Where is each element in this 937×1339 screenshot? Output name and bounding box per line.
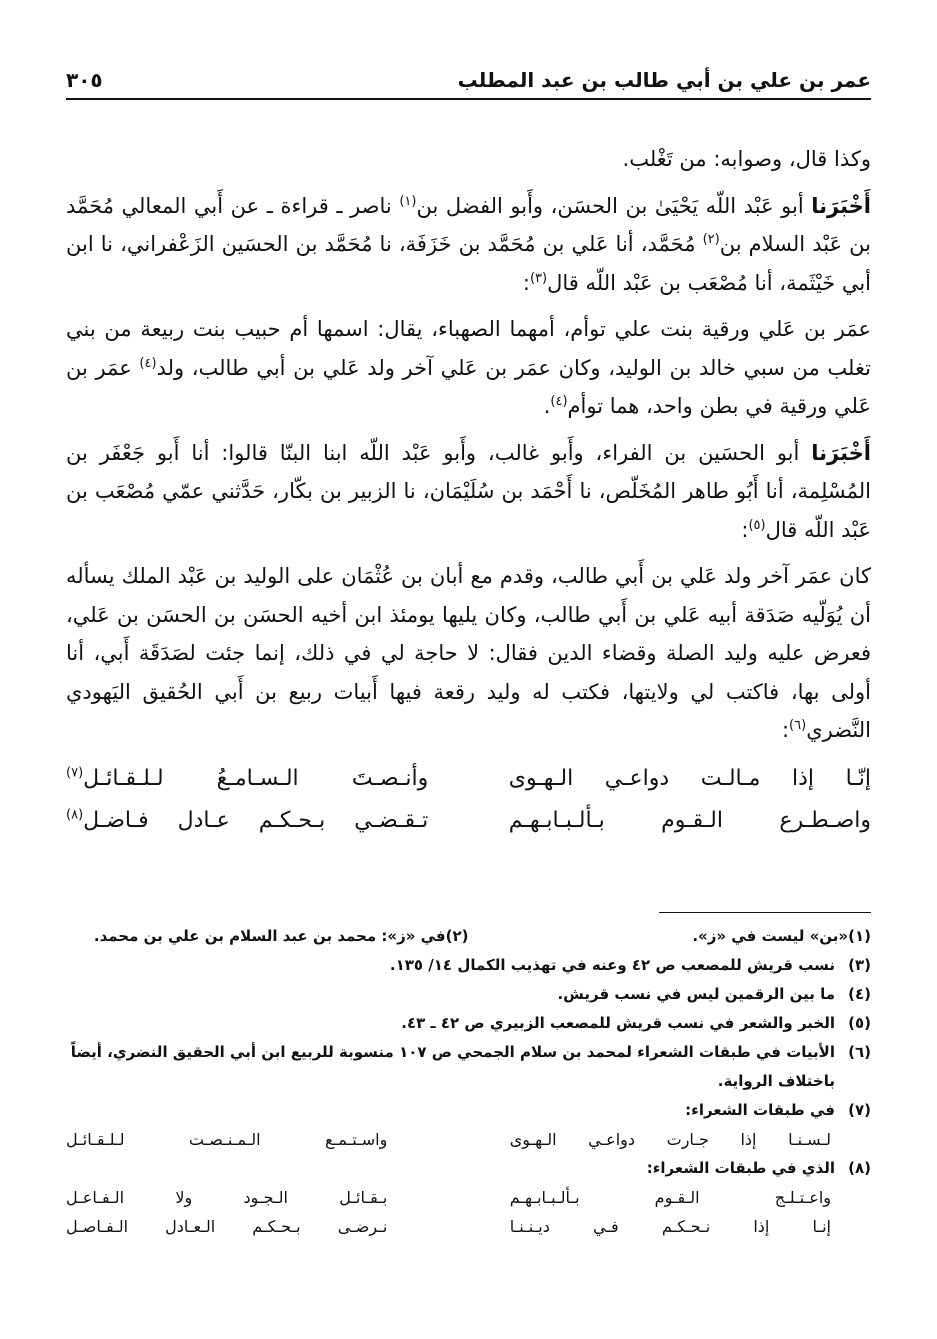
footnote-ref: (٤) (550, 394, 568, 409)
isnad-lead: أَخْبَرَنا (811, 440, 871, 465)
footnote-ref: (٥) (748, 517, 766, 533)
header-title: عمر بن علي بن أبي طالب بن عبد المطلب (457, 68, 871, 92)
poem-verse-2 (66, 800, 871, 842)
footnote-ref: (٦) (789, 718, 807, 733)
paragraph-4: أَخْبَرَنا أبو الحسَين بن الفراء، وأَبو غالب، وأَبو عَبْد اللّه ابنا البنّا قالوا: أنا أَبو جَعْفَر بن المُسْلِمة، أنا أَبُو طاهر المُخَلّص، نا أَحْمَد بن سُلَيْمَان، نا الزبير بن بكّار، حَدَّثني عمّي مُصْعَب بن عَبْد اللّه قال$^{(٥)}$: (66, 440, 871, 542)
isnad-lead: أَخْبَرَنا (811, 193, 871, 218)
page-number: ٣٠٥ (66, 68, 103, 92)
footnote-8: (٨) الذي في طبقات الشعراء: (646, 1159, 871, 1177)
running-header (66, 62, 871, 100)
footnote-ref: (٨) (66, 807, 84, 823)
paragraph-1: وكذا قال، وصوابه: من تَغْلب. (622, 147, 871, 171)
footnote-8-verse-1: واعـتـلـج الـقـوم بـألـبـابـهـم بـقـائـل الـجـود ولا الـفـاعـل (66, 1188, 831, 1207)
footnote-ref: (٤) (139, 355, 157, 371)
footnote-ref: (٧) (66, 765, 84, 781)
footnote-ref: (٢) (702, 232, 720, 247)
footnote-row (66, 922, 871, 951)
verse-second-hemistich: تـقـضـي بـحـكـم عـادل فـاضـل$^{(٨)}$ (66, 807, 429, 833)
verse-second-hemistich: وأنـصـتَ الـسـامـعُ لـلـقـائـل$^{(٧)}$ (66, 765, 429, 791)
verse-first-hemistich: إنّـا إذا مـالـت دواعـي الـهـوى (508, 765, 871, 791)
footnotes (66, 922, 871, 1241)
footnote-7: (٧) في طبقات الشعراء: (685, 1101, 871, 1119)
footnote-6: (٦) الأبيات في طبقات الشعراء لمحمد بن سلام الجمحي ص ١٠٧ منسوبة للربيع ابن أبي الحقيق النضري، أيضاً باختلاف الرواية. (70, 1043, 871, 1090)
footnote-ref: (٣) (529, 270, 548, 286)
main-text (66, 140, 871, 842)
footnote-4: (٤) ما بين الرقمين ليس في نسب قريش. (557, 985, 871, 1003)
footnote-5: (٥) الخبر والشعر في نسب قريش للمصعب الزبيري ص ٤٢ ـ ٤٣. (401, 1014, 871, 1032)
footnote-separator (659, 912, 871, 913)
footnote-1: (١) «بن» ليست في «ز». (692, 927, 871, 945)
footnote-7-verse: لـسـنـا إذا جـارت دواعـي الـهـوى واسـتـمـع الـمـنـصـت لـلـقـائـل (66, 1130, 831, 1149)
paragraph-5: كان عمَر آخر ولد عَلي بن أَبي طالب، وقدم مع أبان بن عُثْمَان على الوليد بن عَبْد الملك يسأله أن يُوَلّيه صَدَقة أبيه عَلي بن أَبي طالب، وكان يليها يومئذ ابن أخيه الحسَن بن الحسَن بن عَلي، فعرض عليه وليد الصلة وقضاء الدين فقال: لا حاجة لي في ذلك، إنما جئت لصَدَقَة أَبي، أنا أولى بها، فاكتب لي ولايتها، فكتب له وليد رقعة فيها أَبيات ربيع بن أَبي الحُقيق اليَهودي النَّضري$^{(٦)}$: (66, 564, 871, 742)
footnote-3: (٣) نسب قريش للمصعب ص ٤٢ وعنه في تهذيب الكمال ١٤/ ١٣٥. (389, 956, 871, 974)
footnote-8-verse-2: إنـا إذا نـحـكـم فـي ديـنـنـا نـرضـى بـحـكـم الـعـادل الـفـاصـل (66, 1217, 831, 1236)
footnote-2: (٢) في «ز»: محمد بن عبد السلام بن علي بن محمد. (93, 927, 469, 945)
poem-verse-1 (66, 758, 871, 800)
footnote-ref: (١) (399, 193, 417, 209)
paragraph-3: عمَر بن عَلي ورقية بنت علي توأم، أمهما الصهباء، يقال: اسمها أم حبيب بنت ربيعة من بني تغلب من سبي خالد بن الوليد، وكان عمَر بن عَلي آخر ولد عَلي بن أبي طالب، ولد$^{(٤)}$ عمَر بن عَلي ورقية في بطن واحد، هما توأم$^{(٤)}$. (66, 317, 871, 418)
paragraph-2: أَخْبَرَنا أبو عَبْد اللّه يَحْيَىٰ بن الحسَن، وأَبو الفضل بن$^{(١)}$ ناصر ـ قراءة ـ عن أَبي المعالي مُحَمَّد بن عَبْد السلام بن$^{(٢)}$ مُحَمَّد، أنا عَلي بن مُحَمَّد بن خَزَفَة، نا مُحَمَّد بن الحسَين الزَعْفراني، نا ابن أبي خَيْثَمة، أنا مُصْعَب بن عَبْد اللّه قال$^{(٣)}$: (66, 193, 871, 295)
verse-first-hemistich: واصـطـرع الـقـوم بـألـبـابـهـم (508, 807, 871, 833)
